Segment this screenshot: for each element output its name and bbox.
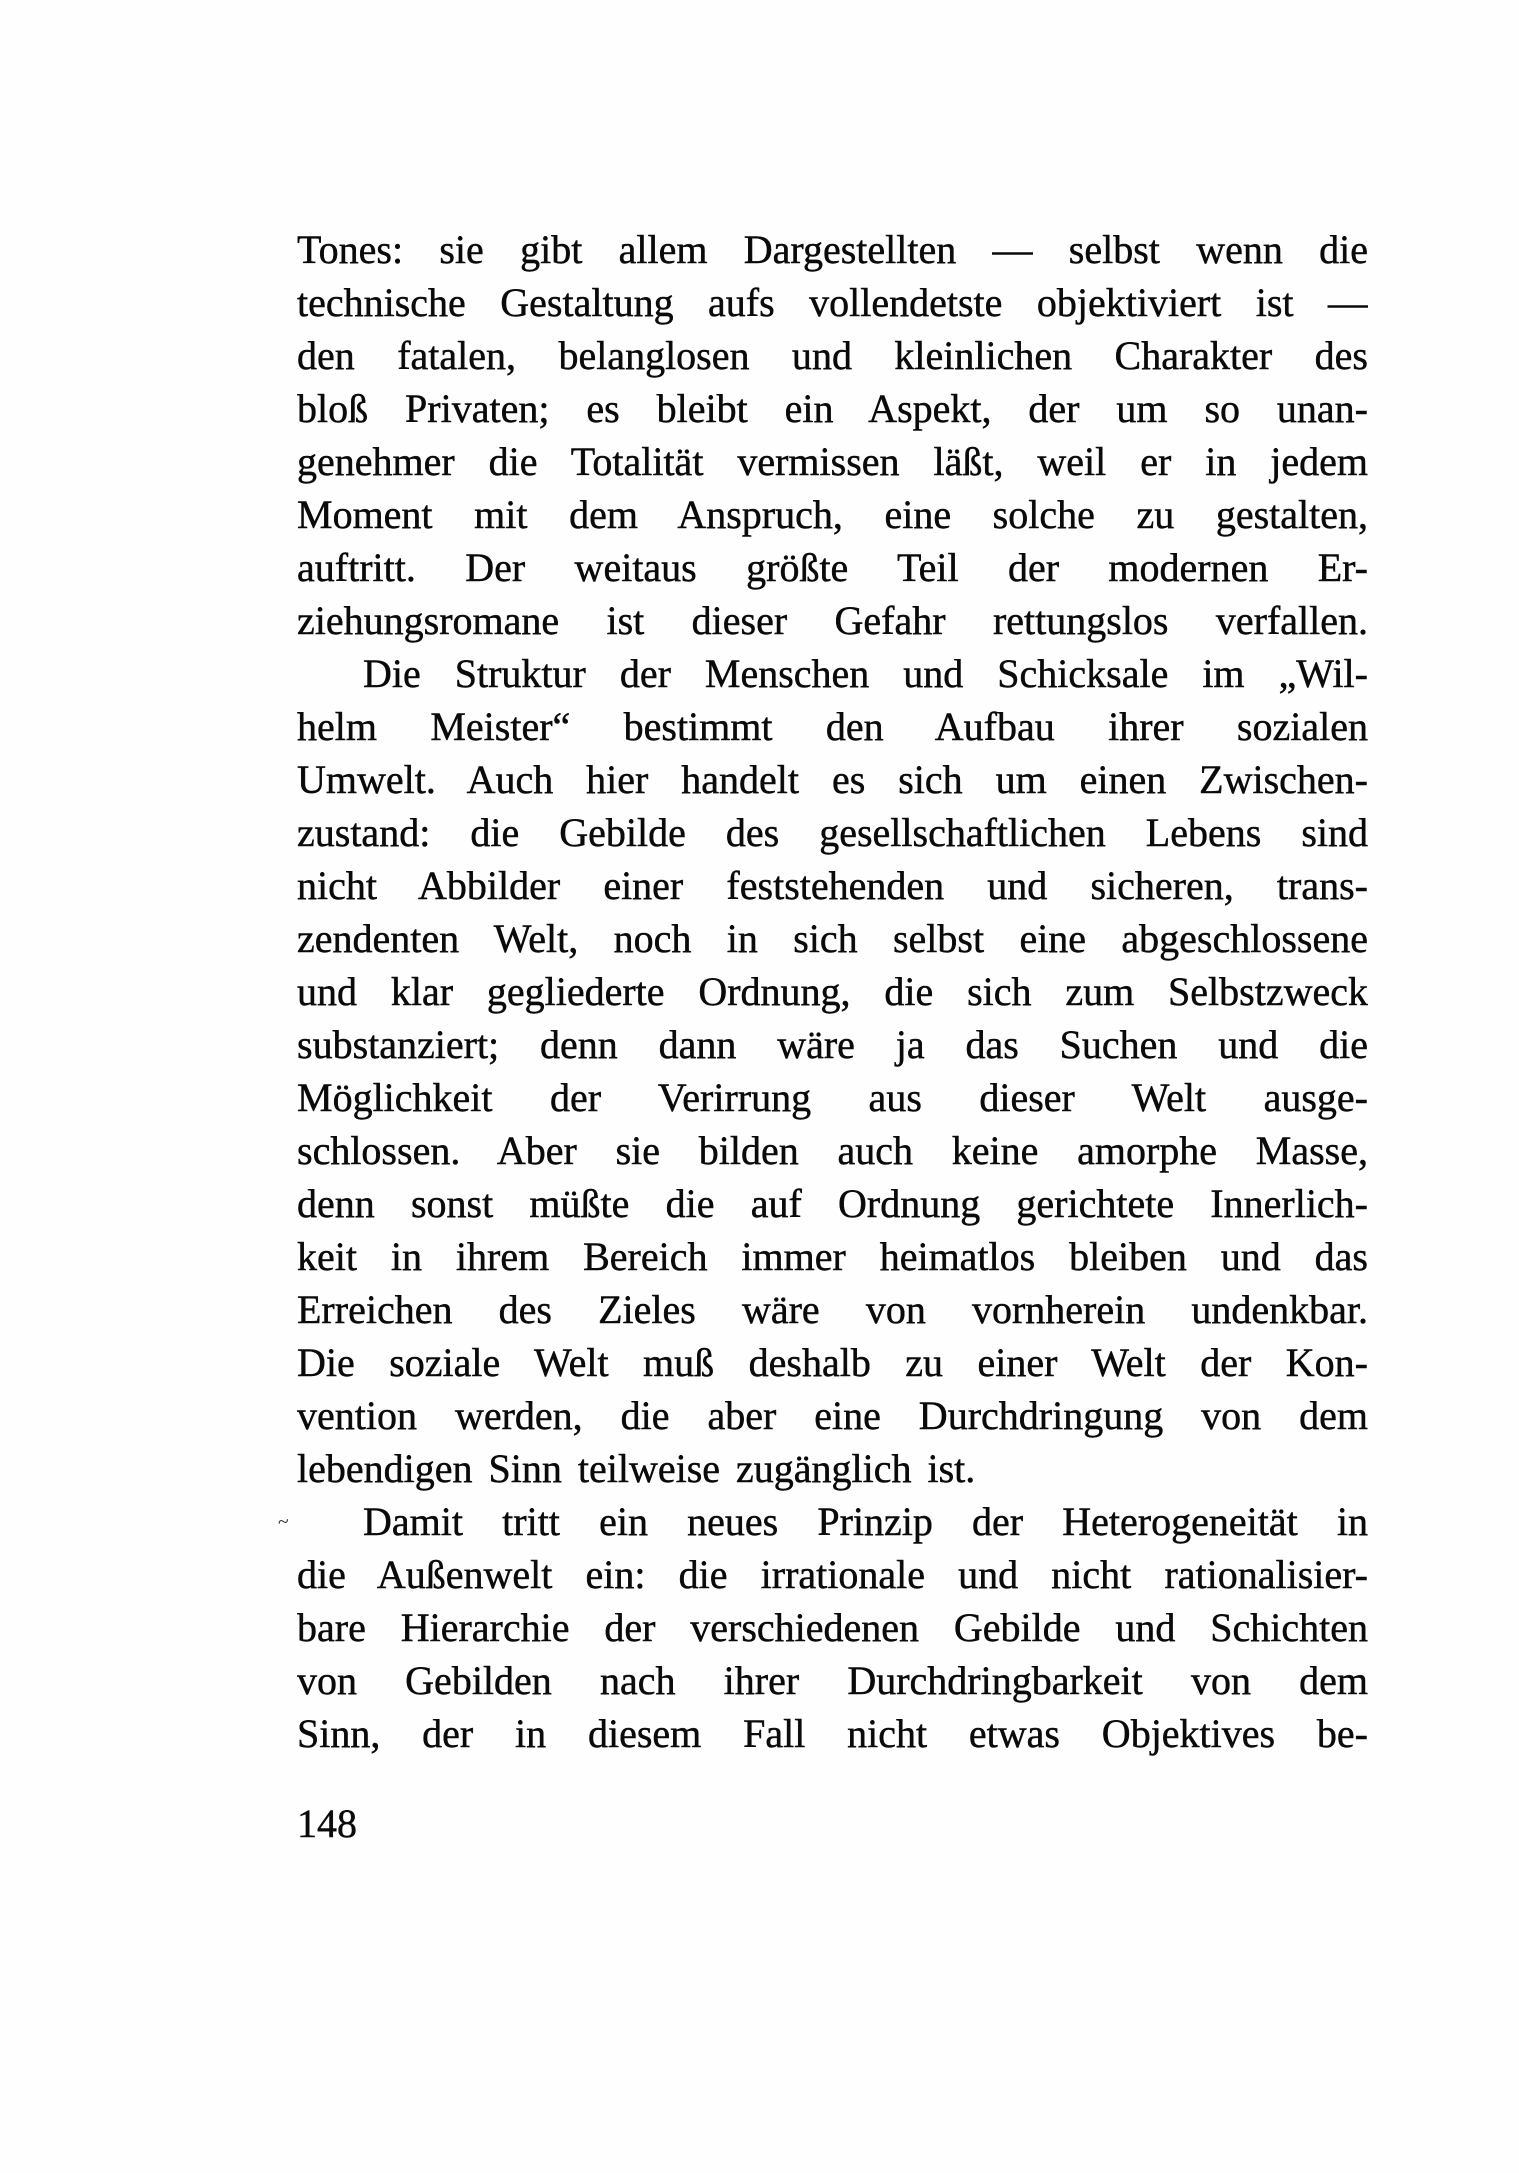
text-line: helm Meister“ bestimmt den Aufbau ihrer sozialen xyxy=(297,704,1368,749)
text-line: Die soziale Welt muß deshalb zu einer Welt der Kon- xyxy=(297,1340,1368,1385)
text-line: substanziert; denn dann wäre ja das Suchen und die xyxy=(297,1022,1368,1067)
text-line: denn sonst müßte die auf Ordnung gerichtete Innerlich- xyxy=(297,1181,1368,1226)
text-line: bare Hierarchie der verschiedenen Gebilde und Schichten xyxy=(297,1605,1368,1650)
text-line: genehmer die Totalität vermissen läßt, weil er in jedem xyxy=(297,439,1368,484)
text-line: technische Gestaltung aufs vollendetste objektiviert ist — xyxy=(297,280,1368,325)
text-line: Erreichen des Zieles wäre von vornherein undenkbar. xyxy=(297,1287,1368,1332)
text-line: zustand: die Gebilde des gesellschaftlichen Lebens sind xyxy=(297,810,1368,855)
text-line: keit in ihrem Bereich immer heimatlos bleiben und das xyxy=(297,1234,1368,1279)
text-line: Umwelt. Auch hier handelt es sich um einen Zwischen- xyxy=(297,757,1368,802)
text-line: Tones: sie gibt allem Dargestellten — selbst wenn die xyxy=(297,227,1368,272)
text-line: schlossen. Aber sie bilden auch keine amorphe Masse, xyxy=(297,1128,1368,1173)
text-line: vention werden, die aber eine Durchdringung von dem xyxy=(297,1393,1368,1438)
text-line: auftritt. Der weitaus größte Teil der modernen Er- xyxy=(297,545,1368,590)
text-line: den fatalen, belanglosen und kleinlichen Charakter des xyxy=(297,333,1368,378)
ink-speck: ~ xyxy=(276,1510,291,1534)
text-line: lebendigen Sinn teilweise zugänglich ist. xyxy=(297,1446,976,1491)
text-line: zendenten Welt, noch in sich selbst eine abgeschlossene xyxy=(297,916,1368,961)
text-line: Sinn, der in diesem Fall nicht etwas Objektives be- xyxy=(297,1711,1368,1756)
text-line: von Gebilden nach ihrer Durchdringbarkeit von dem xyxy=(297,1658,1368,1703)
text-line: und klar gegliederte Ordnung, die sich zum Selbstzweck xyxy=(297,969,1368,1014)
text-line: die Außenwelt ein: die irrationale und nicht rationalisier- xyxy=(297,1552,1368,1597)
text-line: ziehungsromane ist dieser Gefahr rettungslos verfallen. xyxy=(297,598,1368,643)
text-line: Die Struktur der Menschen und Schicksale im „Wil- xyxy=(363,651,1368,696)
text-line: nicht Abbilder einer feststehenden und sicheren, trans- xyxy=(297,863,1368,908)
text-line: Damit tritt ein neues Prinzip der Heterogeneität in xyxy=(363,1499,1368,1544)
text-line: bloß Privaten; es bleibt ein Aspekt, der um so unan- xyxy=(297,386,1368,431)
text-line: Möglichkeit der Verirrung aus dieser Welt ausge- xyxy=(297,1075,1368,1120)
text-block xyxy=(297,223,1368,1760)
text-line: Moment mit dem Anspruch, eine solche zu gestalten, xyxy=(297,492,1368,537)
page-number: 148 xyxy=(297,1801,357,1846)
